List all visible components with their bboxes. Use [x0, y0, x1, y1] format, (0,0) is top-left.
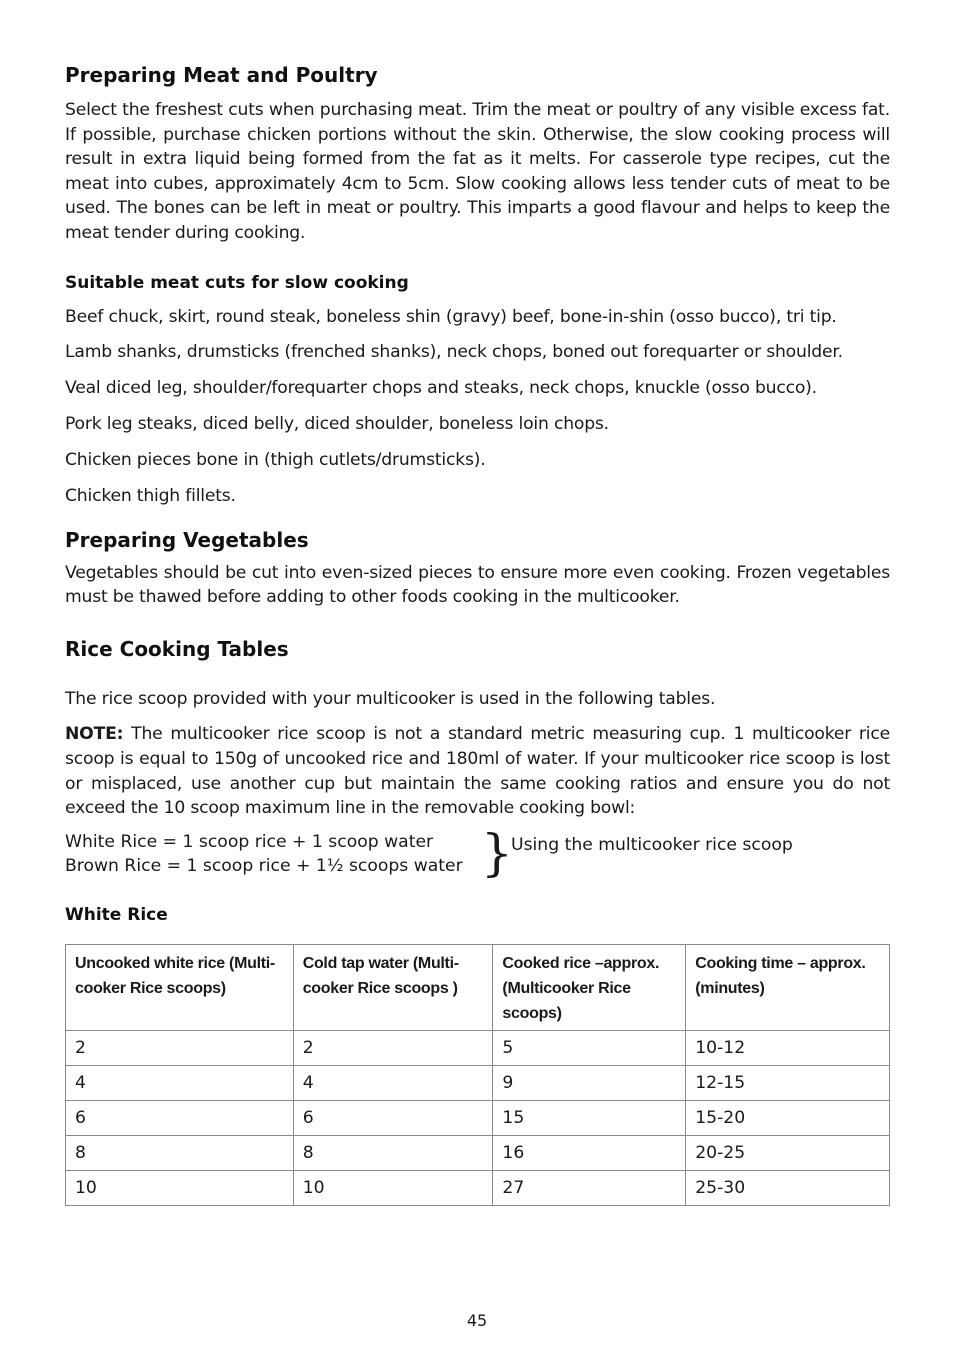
cuts-list: [65, 305, 890, 509]
table-cell: 10-12: [686, 1030, 890, 1065]
table-row: [66, 1065, 890, 1100]
table-header-row: [66, 944, 890, 1030]
table-cell: 27: [493, 1170, 686, 1205]
table-cell: 6: [66, 1100, 294, 1135]
rice-intro: The rice scoop provided with your multicooker is used in the following tables.: [65, 688, 716, 709]
rice-ratio-block: [65, 823, 890, 882]
table-cell: 6: [293, 1100, 493, 1135]
brown-rice-ratio: Brown Rice = 1 scoop rice + 1½ scoops water: [65, 856, 463, 877]
page-number: 45: [466, 1311, 488, 1330]
table-row: [66, 1170, 890, 1205]
table-cell: 8: [66, 1135, 294, 1170]
table-cell: 20-25: [686, 1135, 890, 1170]
ratio-lines: [65, 830, 463, 879]
white-rice-ratio: White Rice = 1 scoop rice + 1 scoop water: [65, 831, 434, 852]
table-cell: 4: [66, 1065, 294, 1100]
list-item: Lamb shanks, drumsticks (frenched shanks), neck chops, boned out forequarter or shoulder.: [65, 342, 843, 363]
header-cooked: Cooked rice –approx. (Multicooker Rice scoops): [493, 944, 686, 1030]
table-cell: 5: [493, 1030, 686, 1065]
brace-label: Using the multicooker rice scoop: [511, 834, 793, 855]
list-item: Chicken pieces bone in (thigh cutlets/drumsticks).: [65, 450, 486, 471]
table-row: [66, 1030, 890, 1065]
table-cell: 12-15: [686, 1065, 890, 1100]
white-rice-heading: White Rice: [65, 904, 168, 925]
table-cell: 15-20: [686, 1100, 890, 1135]
list-item: Veal diced leg, shoulder/forequarter chops and steaks, neck chops, knuckle (osso bucco).: [65, 378, 817, 399]
header-time: Cooking time – approx. (minutes): [686, 944, 890, 1030]
white-rice-table: [65, 944, 890, 1206]
table-cell: 9: [493, 1065, 686, 1100]
table-cell: 2: [66, 1030, 294, 1065]
table-cell: 10: [293, 1170, 493, 1205]
list-item: Pork leg steaks, diced belly, diced shoulder, boneless loin chops.: [65, 414, 609, 435]
table-cell: 2: [293, 1030, 493, 1065]
meat-heading: Preparing Meat and Poultry: [65, 63, 378, 87]
cuts-heading: Suitable meat cuts for slow cooking: [65, 272, 409, 293]
table-cell: 8: [293, 1135, 493, 1170]
vegetables-body: Vegetables should be cut into even-sized pieces to ensure more even cooking. Frozen vegetables must be thawed before adding to other foods cooking in the multicooker.: [65, 562, 890, 608]
list-item: Chicken thigh fillets.: [65, 486, 236, 507]
vegetables-heading: Preparing Vegetables: [65, 527, 309, 552]
table-row: [66, 1100, 890, 1135]
rice-note: [65, 722, 890, 820]
table-cell: 4: [293, 1065, 493, 1100]
brace-icon: }: [481, 823, 513, 882]
document-page: [65, 60, 890, 1206]
note-text: The multicooker rice scoop is not a standard metric measuring cup. 1 multicooker rice scoop is equal to 150g of uncooked rice and 180ml of water. If your multicooker rice scoop is lost or misplaced, use another cup but maintain the same cooking ratios and ensure you do not exceed the 10 scoop maximum line in the removable cooking bowl:: [65, 724, 890, 819]
table-cell: 16: [493, 1135, 686, 1170]
header-uncooked: Uncooked white rice (Multi-cooker Rice scoops): [66, 944, 294, 1030]
list-item: Beef chuck, skirt, round steak, boneless shin (gravy) beef, bone-in-shin (osso bucco), tri tip.: [65, 306, 837, 327]
table-cell: 15: [493, 1100, 686, 1135]
table-row: [66, 1135, 890, 1170]
meat-body: Select the freshest cuts when purchasing meat. Trim the meat or poultry of any visible excess fat. If possible, purchase chicken portions without the skin. Otherwise, the slow cooking process will result in extra liquid being formed from the fat as it melts. For casserole type recipes, cut the meat into cubes, approximately 4cm to 5cm. Slow cooking allows less tender cuts of meat to be used. The bones can be left in meat or poultry. This imparts a good flavour and helps to keep the meat tender during cooking.: [65, 100, 890, 243]
rice-heading: Rice Cooking Tables: [65, 636, 289, 661]
table-cell: 10: [66, 1170, 294, 1205]
header-water: Cold tap water (Multi-cooker Rice scoops ): [293, 944, 493, 1030]
note-label: NOTE:: [65, 724, 124, 745]
table-cell: 25-30: [686, 1170, 890, 1205]
